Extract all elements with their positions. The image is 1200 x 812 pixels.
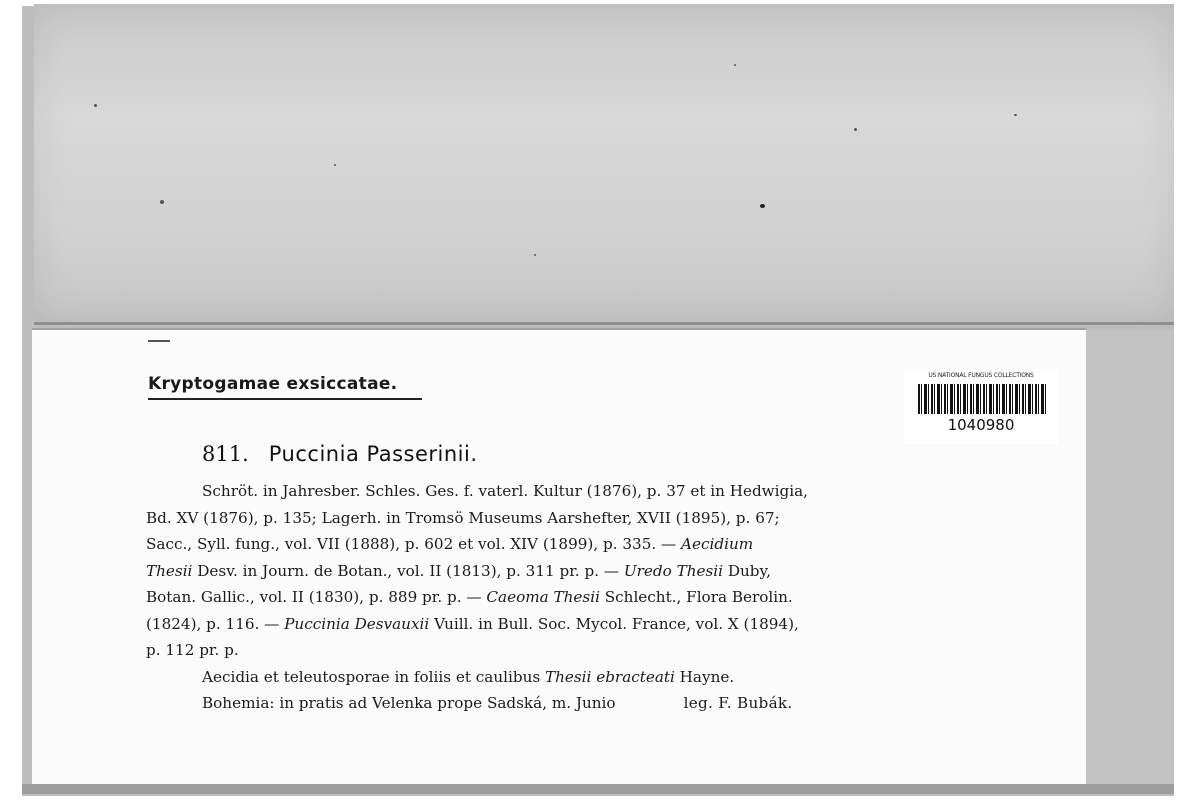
reference-line: Botan. Gallic., vol. II (1830), p. 889 pr. p. — Caeoma Thesii Schlecht., Flora Berolin.	[146, 588, 793, 606]
collector: leg. F. Bubák.	[683, 694, 793, 712]
barcode-icon	[918, 384, 1046, 414]
species-heading	[202, 442, 478, 466]
species-name: Puccinia Passerinii.	[268, 442, 478, 466]
sheet-bottom-edge	[22, 784, 1174, 794]
host-line: Aecidia et teleutosporae in foliis et caulibus Thesii ebracteati Hayne.	[202, 667, 735, 686]
barcode-label	[904, 370, 1058, 444]
reference-line: Bd. XV (1876), p. 135; Lagerh. in Tromsö Museums Aarshefter, XVII (1895), p. 67;	[146, 508, 780, 527]
reference-line: p. 112 pr. p.	[146, 641, 239, 659]
reference-line: (1824), p. 116. — Puccinia Desvauxii Vuill. in Bull. Soc. Mycol. France, vol. X (1894),	[146, 614, 799, 633]
specimen-packet-flap	[34, 4, 1174, 325]
reference-line: Sacc., Syll. fung., vol. VII (1888), p. 602 et vol. XIV (1899), p. 335. — Aecidium	[146, 535, 754, 553]
reference-line: Thesii Desv. in Journ. de Botan., vol. II (1813), p. 311 pr. p. — Uredo Thesii Duby,	[146, 561, 771, 580]
series-title: Kryptogamae exsiccatae.	[148, 374, 422, 400]
locality: Bohemia: in pratis ad Velenka prope Sadská, m. Junio	[202, 694, 616, 712]
barcode-header: US NATIONAL FUNGUS COLLECTIONS	[928, 372, 1034, 379]
barcode-number: 1040980	[947, 416, 1015, 434]
host-name: Thesii ebracteati	[544, 667, 675, 686]
label-body	[146, 478, 978, 717]
sheet-right-edge	[1085, 330, 1173, 790]
label-mark	[148, 340, 170, 342]
species-number: 811.	[202, 442, 249, 466]
locality-line	[146, 690, 978, 717]
reference-line: Schröt. in Jahresber. Schles. Ges. f. vaterl. Kultur (1876), p. 37 et in Hedwigia,	[202, 482, 808, 500]
